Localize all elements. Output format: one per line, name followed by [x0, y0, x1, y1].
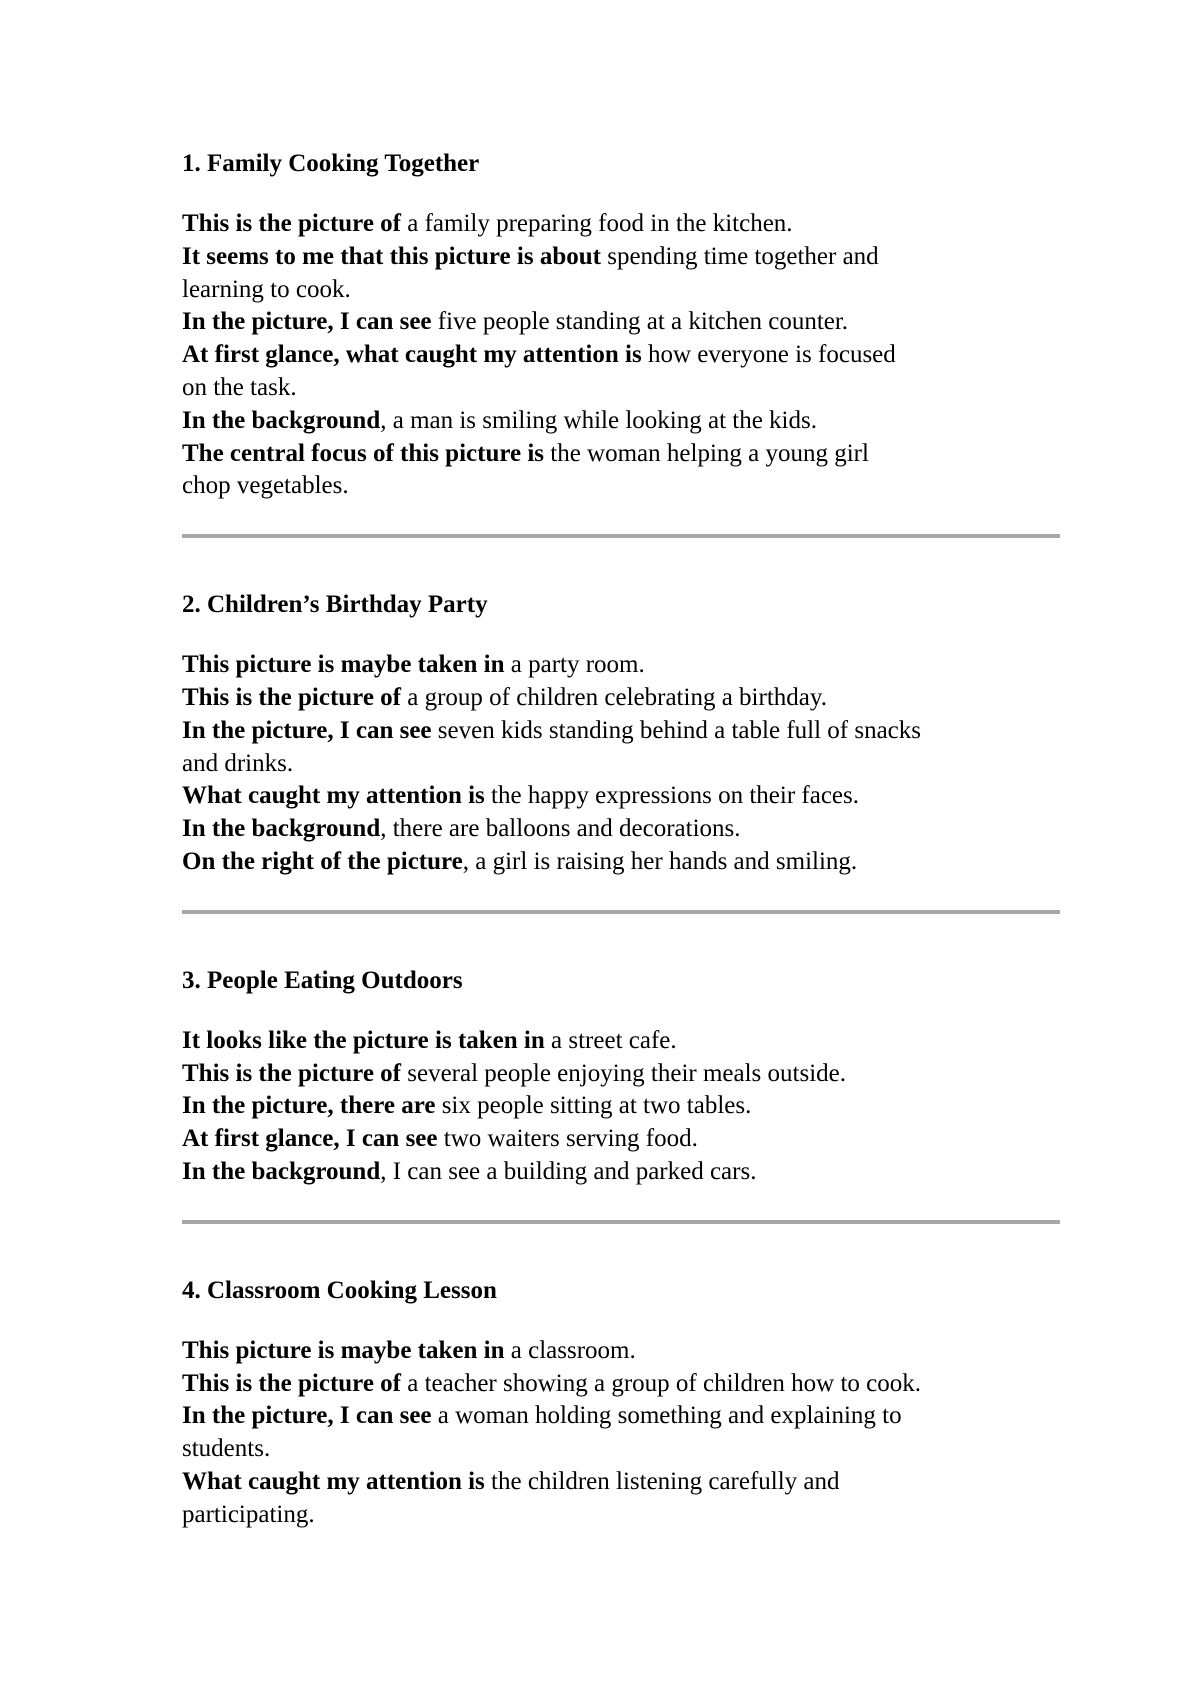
sentence-line: [182, 780, 1062, 813]
section-birthday-party: [182, 589, 1062, 879]
section-classroom-cooking: [182, 1275, 1062, 1532]
sentence-line: [182, 405, 1062, 438]
sentence-line: [182, 306, 1062, 339]
sentence-starter: This picture is maybe taken in: [182, 651, 505, 679]
sentence-line: [182, 1058, 1062, 1091]
sentence-text: the children listening carefully and: [484, 1467, 840, 1495]
sentence-text: five people standing at a kitchen counter.: [431, 308, 849, 336]
sentence-text: two waiters serving food.: [437, 1125, 698, 1153]
section-family-cooking: [182, 148, 1062, 503]
sentence-line: [182, 470, 1062, 503]
sentence-starter: The central focus of this picture is: [182, 439, 545, 467]
sentence-starter: At first glance, what caught my attention is: [182, 341, 642, 369]
sentence-starter: This is the picture of: [182, 683, 401, 711]
sentence-starter: It seems to me that this picture is about: [182, 242, 601, 270]
sentence-starter: In the picture, I can see: [182, 1402, 432, 1430]
sentence-line: [182, 715, 1062, 748]
sentence-text: spending time together and: [600, 242, 879, 270]
sentence-text: a family preparing food in the kitchen.: [401, 210, 793, 237]
sentence-text: , a girl is raising her hands and smiling.: [462, 847, 858, 875]
sentence-text: the happy expressions on their faces.: [484, 782, 859, 810]
sentence-starter: At first glance, I can see: [182, 1125, 438, 1153]
sentence-text: a group of children celebrating a birthday.: [401, 683, 827, 711]
sentence-text: , there are balloons and decorations.: [380, 815, 741, 843]
section-title: 3. People Eating Outdoors: [182, 966, 463, 994]
sentence-line: [182, 372, 1062, 405]
sentence-line: [182, 1433, 1062, 1466]
sentence-text: on the task.: [182, 373, 297, 401]
sentence-text: seven kids standing behind a table full of snacks: [431, 716, 922, 744]
sentence-line: [182, 1123, 1062, 1156]
sentence-line: [182, 208, 1062, 241]
sentence-starter: In the picture, I can see: [182, 308, 432, 336]
sentence-text: six people sitting at two tables.: [435, 1092, 752, 1120]
sentence-text: chop vegetables.: [182, 472, 349, 500]
sentence-text: a woman holding something and explaining to: [431, 1402, 902, 1430]
sentence-line: [182, 274, 1062, 307]
sentence-text: learning to cook.: [182, 275, 351, 303]
sentence-text: several people enjoying their meals outside.: [401, 1059, 847, 1087]
section-title: 2. Children’s Birthday Party: [182, 591, 488, 619]
sentence-line: [182, 1335, 1062, 1368]
section-divider: [182, 534, 1060, 538]
sentence-starter: What caught my attention is: [182, 782, 485, 810]
sentence-starter: In the background: [182, 406, 381, 434]
sentence-text: a party room.: [504, 651, 645, 679]
sentence-text: a teacher showing a group of children how to cook.: [401, 1369, 921, 1397]
sentence-line: [182, 1499, 1062, 1532]
sentence-starter: This is the picture of: [182, 210, 401, 237]
sentence-line: [182, 846, 1062, 879]
sentence-text: students.: [182, 1435, 271, 1463]
sentence-line: [182, 649, 1062, 682]
sentence-starter: In the picture, I can see: [182, 716, 432, 744]
sentence-starter: This picture is maybe taken in: [182, 1336, 505, 1364]
sentence-text: a classroom.: [504, 1336, 636, 1364]
sentence-starter: It looks like the picture is taken in: [182, 1026, 545, 1054]
sentence-line: [182, 1368, 1062, 1401]
sentence-text: and drinks.: [182, 749, 294, 777]
sentence-line: [182, 748, 1062, 781]
section-divider: [182, 1220, 1060, 1224]
sentence-line: [182, 1025, 1062, 1058]
sentence-starter: This is the picture of: [182, 1059, 401, 1087]
sentence-text: participating.: [182, 1500, 315, 1528]
sentence-text: , I can see a building and parked cars.: [380, 1157, 757, 1185]
section-eating-outdoors: [182, 965, 1062, 1189]
section-title: 1. Family Cooking Together: [182, 150, 480, 177]
sentence-text: a street cafe.: [544, 1026, 677, 1054]
sentence-starter: This is the picture of: [182, 1369, 401, 1397]
sentence-line: [182, 1466, 1062, 1499]
sentence-line: [182, 1090, 1062, 1123]
sentence-line: [182, 813, 1062, 846]
sentence-text: , a man is smiling while looking at the kids.: [380, 406, 817, 434]
sentence-starter: In the background: [182, 815, 381, 843]
sentence-line: [182, 438, 1062, 471]
sentence-line: [182, 1400, 1062, 1433]
sentence-starter: In the background: [182, 1157, 381, 1185]
sentence-text: how everyone is focused: [641, 341, 896, 369]
sentence-line: [182, 339, 1062, 372]
sentence-starter: In the picture, there are: [182, 1092, 436, 1120]
sentence-line: [182, 1156, 1062, 1189]
sentence-line: [182, 241, 1062, 274]
sentence-starter: On the right of the picture: [182, 847, 463, 875]
sentence-text: the woman helping a young girl: [544, 439, 869, 467]
section-divider: [182, 910, 1060, 914]
sentence-line: [182, 682, 1062, 715]
section-title: 4. Classroom Cooking Lesson: [182, 1276, 497, 1304]
sentence-starter: What caught my attention is: [182, 1467, 485, 1495]
